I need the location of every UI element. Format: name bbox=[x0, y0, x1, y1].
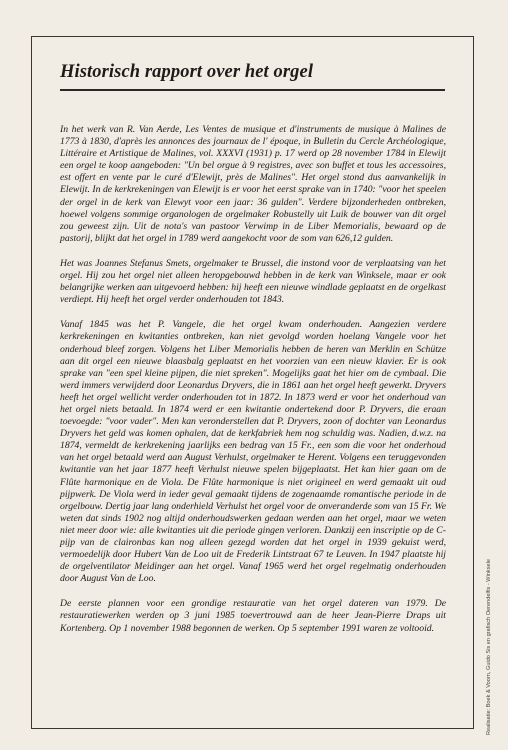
paragraph-smets: Het was Joannes Stefanus Smets, orgelmaker te Brussel, die instond voor de verplaatsing van het orgel. Hij zou het orgel niet alleen heropgebouwd hebben in de kerk van Winksele, maar er ook belangrijke werken aan uitgevoerd hebben: hij heeft een nieuwe windlade geplaatst en de orgelkast verdiept. Hij heeft het orgel verder onderhouden tot 1843. bbox=[60, 257, 446, 306]
page-title: Historisch rapport over het orgel bbox=[60, 62, 314, 82]
paragraph-maintenance-history: Vanaf 1845 was het P. Vangele, die het orgel kwam onderhouden. Aangezien verdere kerkrekeningen en kwitanties ontbreken, kan niet gevolgd worden hoelang Vangele voor het onderhoud bleef zorgen. Volgens het Liber Memorialis hebben de heren van Merklin en Schütze aan dit orgel een nieuwe blaasbalg geplaatst en het voorzien van een nieuw klavier. Er is ook sprake van "een spel kleine pijpen, die niet spreken". Mogelijks gaat het hier om de cymbaal. Die werd immers verwijderd door Leonardus Dryvers, die in 1861 aan het orgel heeft gewerkt. Dryvers heeft het orgel wellicht verder onderhouden tot in 1872. In 1873 werd er voor het onderhoud van het orgel niets betaald. In 1874 werd er een kwitantie ondertekend door P. Dryvers, die eraan toevoegde: "voor vader". Men kan veronderstellen dat P. Dryvers, zoon of dochter van Leonardus Dryvers het geld was komen ophalen, dat de kerkfabriek hem nog schuldig was. Nadien, d.w.z. na 1874, vermeldt de kerkrekening jaarlijks een bedrag van 15 Fr., een som die voor het onderhoud van het orgel betaald werd aan August Verhulst, orgelmaker te Herent. Volgens een teruggevonden kwitantie van het jaar 1877 heeft Verhulst nieuwe spelen bijgeplaatst. Het kan hier gaan om de Flûte harmonique en de Viola. De Flûte harmonique is niet origineel en werd gemaakt uit oud pijpwerk. De Viola werd in ieder geval gemaakt tijdens de zogenaamde romantische periode in de orgelbouw. Dertig jaar lang onderhield Verhulst het orgel voor de onveranderde som van 15 Fr. We weten dat sinds 1902 nog altijd onderhoudswerken gedaan werden aan het orgel, maar we weten niet meer door wie: alle kwitanties uit die periode gingen verloren. Dankzij een inscriptie op de C-pijp van de claironbas kan nog alleen gezegd worden dat het orgel in 1939 gekuist werd, vermoedelijk door Hubert Van de Loo uit de Frederik Lintstraat 67 te Leuven. In 1947 plaatste hij de orgelventilator Meidinger aan het orgel. Vanaf 1965 werd het orgel regelmatig onderhouden door August Van de Loo. bbox=[60, 319, 446, 585]
production-credit: Realisatie: Boek & Voorn, Guido Sis en grafisch Oerendelfis - Winksele bbox=[486, 559, 492, 735]
report-body bbox=[60, 124, 446, 648]
paragraph-restoration: De eerste plannen voor een grondige restauratie van het orgel dateren van 1979. De restauratiewerken werden op 3 juni 1985 toevertrouwd aan de heer Jean-Pierre Draps uit Kortenberg. Op 1 november 1988 begonnen de werken. Op 5 september 1991 waren ze voltooid. bbox=[60, 598, 446, 634]
paragraph-elewijt-origin: In het werk van R. Van Aerde, Les Ventes de musique et d'instruments de musique à Malines de 1773 à 1830, d'après les annonces des journaux de l' époque, in Bulletin du Cercle Archéologique, Littéraire et Artistique de Malines, vol. XXXVI (1931) p. 17 werd op 28 november 1784 in Elewijt een orgel te koop aangeboden: "Un bel orgue à 9 registres, avec son buffet et tous les accessoires, est offert en vente par le curé d'Elewijt, près de Malines". Het orgel stond dus aanvankelijk in Elewijt. In de kerkrekeningen van Elewijt is er voor het eerst sprake van in 1740: "voor het speelen der orgel in de kerk van Elewyt voor een jaar: 36 gulden". Verdere bijzonderheden ontbreken, hoewel volgens sommige organologen de orgelmaker Robustelly uit Luik de bouwer van dit orgel zou geweest zijn. Uit de nota's van pastoor Verwimp in de Liber Memorialis, bewaard op de pastorij, blijkt dat het orgel in 1789 werd aangekocht voor de som van 626,12 gulden. bbox=[60, 124, 446, 244]
title-underline bbox=[60, 89, 445, 91]
